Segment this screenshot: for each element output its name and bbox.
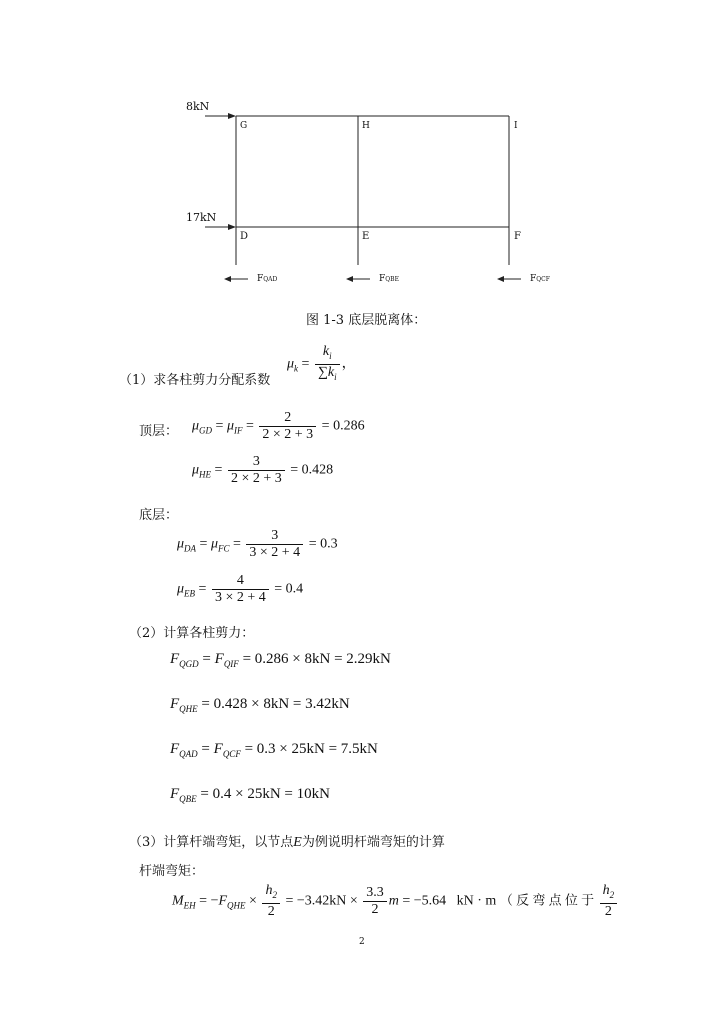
node-label-d: D bbox=[240, 231, 249, 242]
top-floor-label: 顶层： bbox=[139, 424, 179, 439]
shear-label-qbe: FQBE bbox=[379, 274, 399, 284]
node-label-g: G bbox=[240, 121, 248, 131]
node-label-e: E bbox=[362, 231, 370, 242]
step2-label: （2）计算各柱剪力： bbox=[129, 626, 255, 641]
load-label-bottom: 17kN bbox=[186, 211, 217, 224]
shear-label-qad: FQAD bbox=[257, 274, 278, 284]
bottom-eq2: $\mu_{EB}$ = $\frac{4}{3 \times 2 + 4}$ = 0.4 bbox=[177, 573, 304, 605]
node-label-h: H bbox=[362, 121, 370, 131]
shear-eq3: $F_{QAD} = F_{QCF} = 0.3 \times 25kN = 7.5kN$ bbox=[170, 741, 378, 759]
moment-eq: $M_{EH} = -F_{QHE}$ × $\frac{h_2}{2}$ = −3.42kN × $\frac{3.3}{2}$ m = −5.64 kN · m （ 反 弯 点 位 于 $\frac{h_2}{2}$ bbox=[172, 883, 619, 920]
top-eq2: $\mu_{HE}$ = $\frac{3}{2 \times 2 + 3}$ = 0.428 bbox=[192, 454, 334, 486]
frame-diagram bbox=[0, 0, 724, 300]
page-number: 2 bbox=[359, 937, 365, 947]
mu-formula: $\mu_k$ = $\frac{k_i}{\sum k_i}$ ， bbox=[287, 344, 356, 382]
bottom-floor-label: 底层： bbox=[139, 508, 179, 523]
step3-line2: 杆端弯矩： bbox=[139, 864, 205, 879]
top-eq1: $\mu_{GD} = \mu_{IF}$ = $\frac{2}{2 \times 2 + 3}$ = 0.286 bbox=[192, 410, 365, 442]
shear-label-qcf: FQCF bbox=[530, 274, 550, 284]
node-label-f: F bbox=[514, 231, 521, 242]
bottom-eq1: $\mu_{DA} = \mu_{FC}$ = $\frac{3}{3 \times 2 + 4}$ = 0.3 bbox=[177, 528, 338, 560]
shear-eq1: $F_{QGD} = F_{QIF} = 0.286 \times 8kN = 2.29kN$ bbox=[170, 651, 391, 669]
load-label-top: 8kN bbox=[186, 100, 210, 113]
node-label-i: I bbox=[514, 121, 518, 131]
figure-caption: 图 1-3 底层脱离体： bbox=[306, 313, 427, 328]
shear-eq4: $F_{QBE} = 0.4 \times 25kN = 10kN$ bbox=[170, 786, 330, 804]
step1-label: （1）求各柱剪力分配系数 bbox=[119, 373, 271, 388]
step3-label: （3）计算杆端弯矩，以节点E为例说明杆端弯矩的计算 bbox=[129, 835, 445, 850]
shear-eq2: $F_{QHE} = 0.428 \times 8kN = 3.42kN$ bbox=[170, 696, 350, 714]
